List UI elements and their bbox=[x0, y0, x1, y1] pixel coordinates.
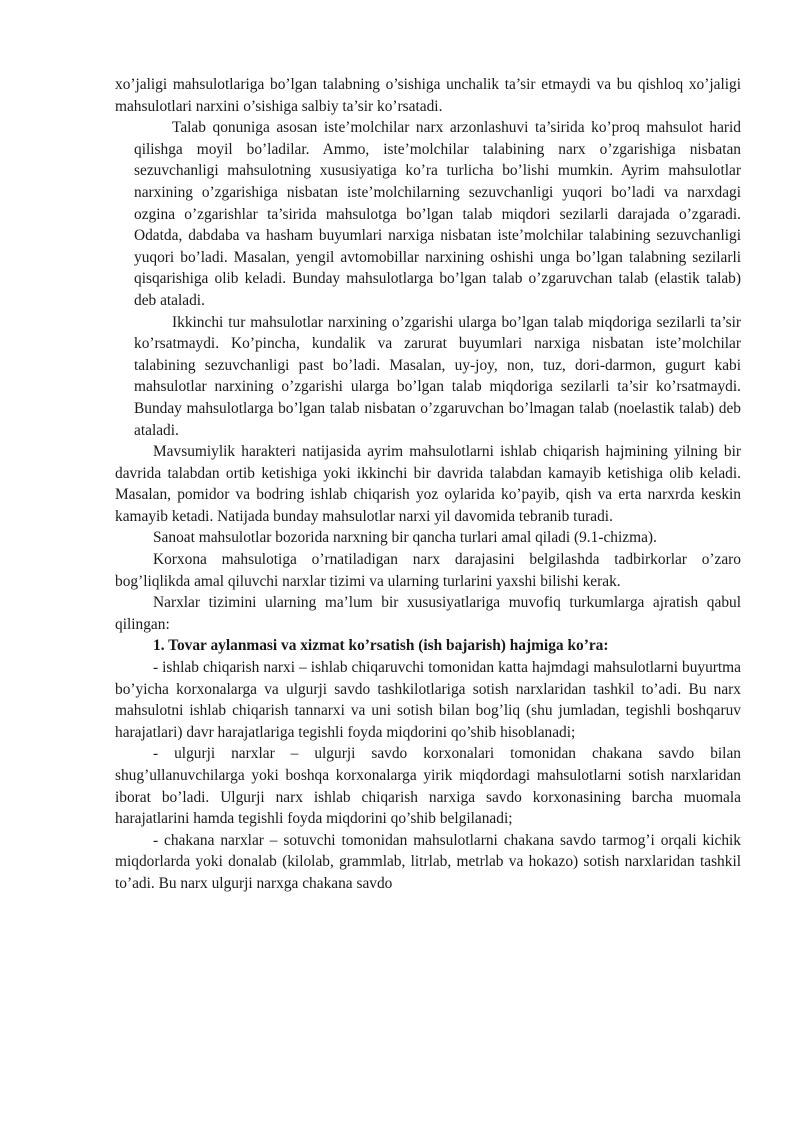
list-item-wholesale-price: - ulgurji narxlar – ulgurji savdo korxonalari tomonidan chakana savdo bilan shug’ullanuvchilarga yoki boshqa korxonalarga yirik miqdordagi mahsulotlarni sotish narxlaridan iborat bo’ladi. Ulgurji narx ishlab chiqarish narxiga savdo korxonasining barcha muomala harajatlarini hamda tegishli foyda miqdorini qo’shib belgilanadi; bbox=[115, 745, 741, 828]
section-heading: 1. Tovar aylanmasi va xizmat ko’rsatish (ish bajarish) hajmiga ko’ra: bbox=[153, 637, 609, 655]
paragraph-continuation: xo’jaligi mahsulotlariga bo’lgan talabning o’sishiga unchalik ta’sir etmaydi va bu qishloq xo’jaligi mahsulotlari narxini o’sishiga salbiy ta’sir ko’rsatadi. bbox=[115, 76, 741, 115]
list-item-retail-price: - chakana narxlar – sotuvchi tomonidan mahsulotlarni chakana savdo tarmog’i orqali kichik miqdorlarda yoki donalab (kilolab, grammlab, litrlab, metrlab va hokazo) sotish narxlaridan tashkil to’adi. Bu narx ulgurji narxga chakana savdo bbox=[115, 831, 741, 892]
paragraph-classification: Narxlar tizimini ularning ma’lum bir xususiyatlariga muvofiq turkumlarga ajratish qabul qilingan: bbox=[115, 594, 741, 633]
indented-block bbox=[134, 117, 741, 441]
paragraph-elastic-demand: Talab qonuniga asosan iste’molchilar narx arzonlashuvi ta’sirida ko’proq mahsulot harid qilishga moyil bo’ladilar. Ammo, iste’molchilar talabining narx o’zgarishiga nisbatan sezuvchanligi mahsulotning xususiyatiga ko’ra turlicha bo’lishi mumkin. Ayrim mahsulotlar narxining o’zgarishiga nisbatan iste’molchilarning sezuvchanligi yuqori bo’ladi va narxdagi ozgina o’zgarishlar ta’sirida mahsulotga bo’lgan talab miqdori sezilarli darajada o’zgaradi. Odatda, dabdaba va hasham buyumlari narxiga nisbatan iste’molchilar talabining sezuvchanligi yuqori bo’ladi. Masalan, yengil avtomobillar narxining oshishi unga bo’lgan talabning sezilarli qisqarishiga olib keladi. Bunday mahsulotlarga bo’lgan talab o’zgaruvchan talab (elastik talab) deb ataladi. bbox=[134, 119, 741, 309]
paragraph-inelastic-demand: Ikkinchi tur mahsulotlar narxining o’zgarishi ularga bo’lgan talab miqdoriga sezilarli ta’sir ko’rsatmaydi. Ko’pincha, kundalik va zarurat buyumlari narxiga nisbatan iste’molchilar talabining sezuvchanligi past bo’ladi. Masalan, uy-joy, non, tuz, dori-darmon, gugurt kabi mahsulotlar narxining o’zgarishi ularga bo’lgan talab miqdoriga sezilarli ta’sir ko’rsatmaydi. Bunday mahsulotlarga bo’lgan talab nisbatan o’zgaruvchan bo’lmagan talab (noelastik talab) deb ataladi. bbox=[134, 313, 741, 439]
paragraph-price-types: Sanoat mahsulotlar bozorida narxning bir qancha turlari amal qiladi (9.1-chizma). bbox=[153, 529, 657, 547]
paragraph-seasonality: Mavsumiylik harakteri natijasida ayrim mahsulotlarni ishlab chiqarish hajmining yilning bir davrida talabdan ortib ketishiga yoki ikkinchi bir davrida talabdan kamayib ketishiga olib keladi. Masalan, pomidor va bodring ishlab chiqarish yoz oylarida ko’payib, qish va erta narxrda keskin kamayib ketadi. Natijada bunday mahsulotlar narxi yil davomida tebranib turadi. bbox=[115, 443, 741, 525]
document-page bbox=[115, 74, 741, 895]
list-item-production-price: - ishlab chiqarish narxi – ishlab chiqaruvchi tomonidan katta hajmdagi mahsulotlarni buyurtma bo’yicha korxonalarga va ulgurji savdo tashkilotlariga sotish narxlaridan tashkil to’adi. Bu narx mahsulotni ishlab chiqarish tannarxi va uni sotish bilan bog’liq (shu jumladan, tegishli boshqaruv harajatlari) davr harajatlariga tegishli foyda miqdorini qo’shib hisoblanadi; bbox=[115, 659, 741, 741]
paragraph-price-system: Korxona mahsulotiga o’rnatiladigan narx darajasini belgilashda tadbirkorlar o’zaro bog’liqlikda amal qiluvchi narxlar tizimi va ularning turlarini yaxshi bilishi kerak. bbox=[115, 551, 741, 590]
